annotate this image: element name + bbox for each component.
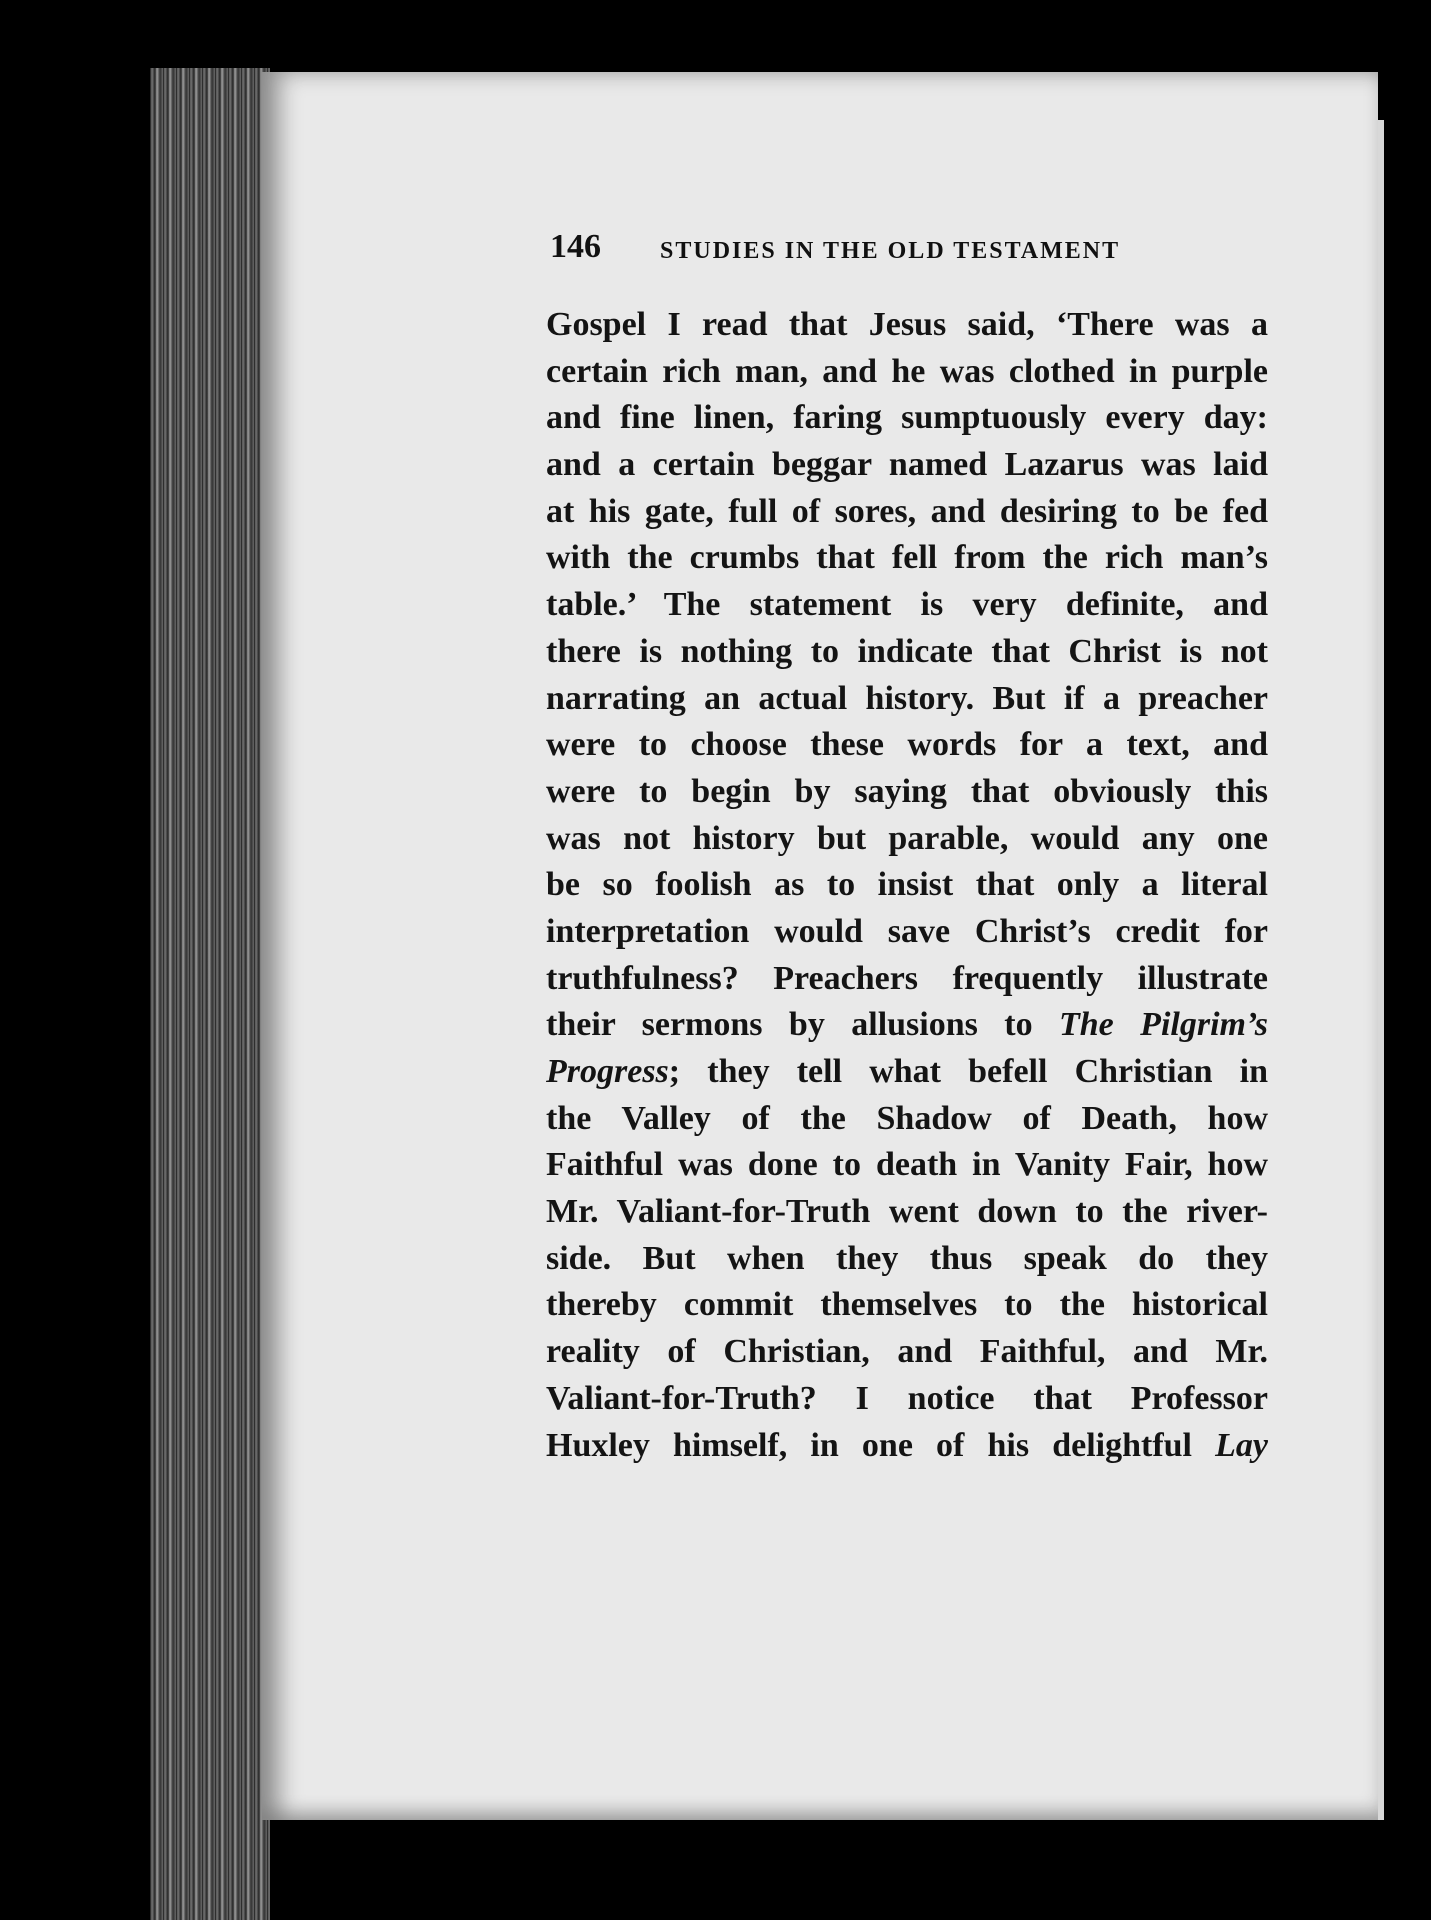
text-line: [546, 1423, 1268, 1470]
text-line: and fine linen, faring sumptuously every day:: [546, 399, 1268, 437]
text-line: the Valley of the Shadow of Death, how: [546, 1099, 1268, 1137]
text-segment: their sermons by allusions to: [546, 1006, 1059, 1044]
text-line: at his gate, full of sores, and desiring to be fed: [546, 492, 1268, 530]
facing-page-edge: [1378, 120, 1384, 1820]
text-line: be so foolish as to insist that only a literal: [546, 866, 1268, 904]
book-page-edges: [150, 68, 270, 1920]
text-line: were to begin by saying that obviously this: [546, 772, 1268, 810]
text-segment: Huxley himself, in one of his delightful: [546, 1426, 1216, 1464]
italic-book-title: Lay: [1215, 1426, 1268, 1464]
text-line: Faithful was done to death in Vanity Fair, how: [546, 1146, 1268, 1184]
text-line: truthfulness? Preachers frequently illustrate: [546, 959, 1268, 997]
text-line: narrating an actual history. But if a preacher: [546, 679, 1268, 717]
text-line: side. But when they thus speak do they: [546, 1239, 1268, 1277]
text-line: Gospel I read that Jesus said, ‘There was a: [546, 306, 1268, 343]
text-line: were to choose these words for a text, and: [546, 726, 1268, 764]
running-head: [550, 228, 1270, 278]
text-line: Mr. Valiant-for-Truth went down to the river-: [546, 1193, 1268, 1231]
italic-book-title: Progress: [546, 1053, 669, 1090]
text-line: [546, 1002, 1268, 1049]
italic-book-title: The Pilgrim’s: [1059, 1006, 1268, 1044]
text-line: with the crumbs that fell from the rich man’s: [546, 539, 1268, 577]
running-title: STUDIES IN THE OLD TESTAMENT: [660, 238, 1121, 264]
text-line: certain rich man, and he was clothed in purple: [546, 352, 1268, 390]
text-line: [546, 1049, 1268, 1096]
text-line: was not history but parable, would any one: [546, 819, 1268, 857]
text-line: table.’ The statement is very definite, and: [546, 586, 1268, 624]
body-text: [546, 302, 1268, 1469]
text-line: and a certain beggar named Lazarus was laid: [546, 446, 1268, 484]
page-number: 146: [550, 228, 601, 265]
text-line: there is nothing to indicate that Christ is not: [546, 632, 1268, 670]
text-segment: ; they tell what befell Christian in: [668, 1053, 1268, 1090]
text-line: reality of Christian, and Faithful, and Mr.: [546, 1333, 1268, 1371]
text-line: thereby commit themselves to the historical: [546, 1286, 1268, 1324]
text-line: interpretation would save Christ’s credit for: [546, 912, 1268, 950]
text-line: Valiant-for-Truth? I notice that Professor: [546, 1379, 1268, 1417]
